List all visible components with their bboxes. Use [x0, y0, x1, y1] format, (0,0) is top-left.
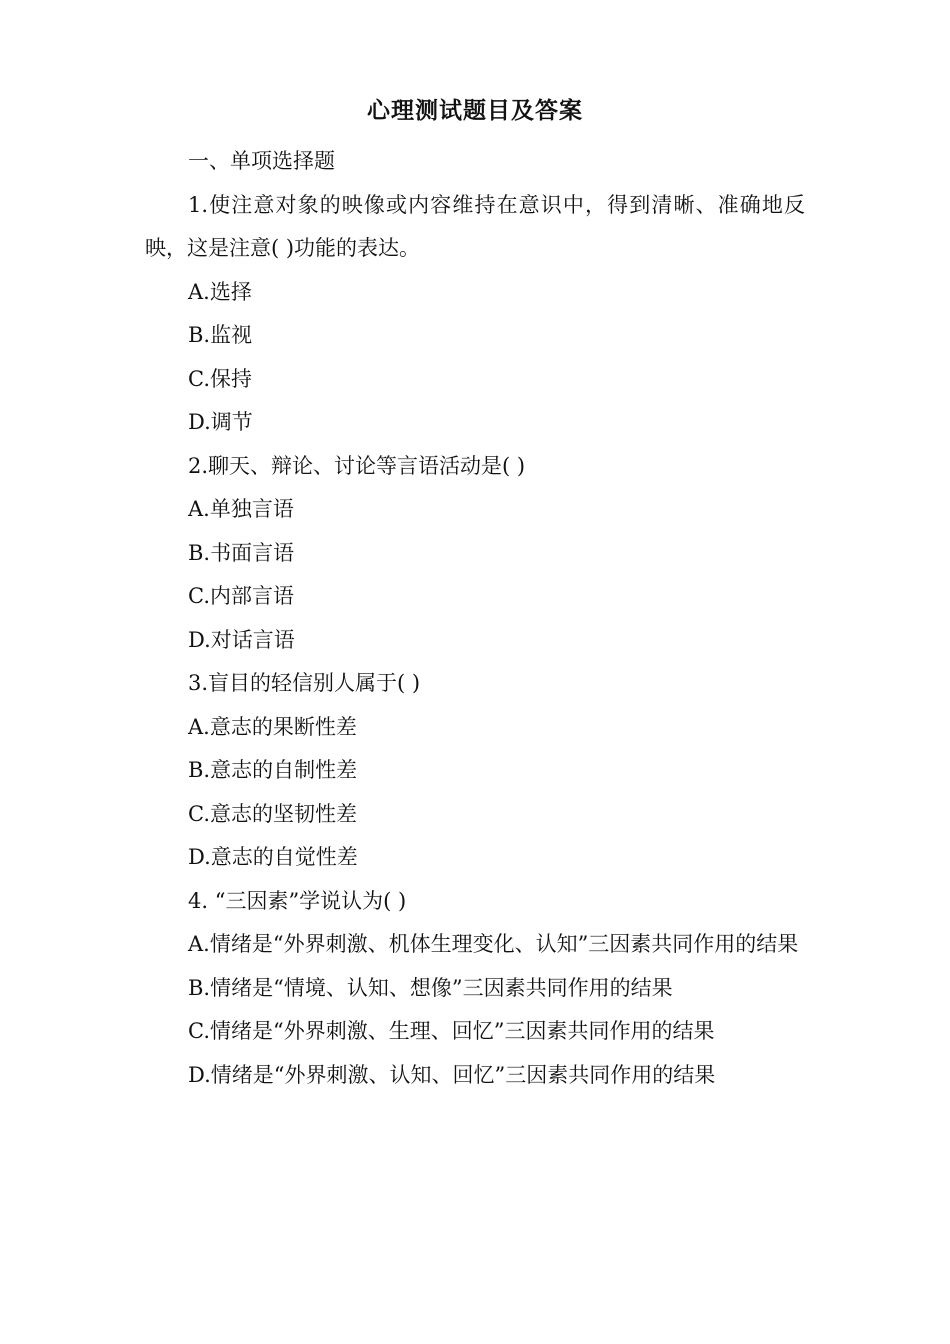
option-b: B.书面言语 [188, 540, 295, 565]
document-title: 心理测试题目及答案 [367, 97, 583, 124]
question-4 [145, 880, 805, 1098]
document-body [145, 140, 805, 1097]
option-b: B.情绪是“情境、认知、想像”三因素共同作用的结果 [188, 975, 673, 1000]
option-d: D.调节 [188, 410, 253, 434]
section-heading: 一、单项选择题 [188, 149, 335, 173]
question-stem: 4. “三因素”学说认为( ) [188, 888, 407, 913]
question-stem: 2.聊天、辩论、讨论等言语活动是( ) [188, 453, 526, 478]
option-b: B.监视 [188, 323, 253, 347]
option-a: A.情绪是“外界刺激、机体生理变化、认知”三因素共同作用的结果 [188, 932, 799, 956]
option-a: A.选择 [188, 279, 252, 304]
option-c: C.内部言语 [188, 584, 294, 608]
question-stem: 1.使注意对象的映像或内容维持在意识中，得到清晰、准确地反映，这是注意( )功能的表达。 [145, 192, 805, 260]
option-c: C.意志的坚韧性差 [188, 801, 357, 826]
option-c: C.保持 [188, 366, 252, 391]
option-d: D.情绪是“外界刺激、认知、回忆”三因素共同作用的结果 [188, 1062, 716, 1087]
option-a: A.单独言语 [188, 497, 294, 521]
question-3 [145, 662, 805, 880]
question-1 [145, 184, 805, 445]
question-2 [145, 445, 805, 663]
option-d: D.意志的自觉性差 [188, 845, 358, 869]
option-c: C.情绪是“外界刺激、生理、回忆”三因素共同作用的结果 [188, 1019, 715, 1043]
option-d: D.对话言语 [188, 627, 295, 652]
option-a: A.意志的果断性差 [188, 714, 357, 739]
option-b: B.意志的自制性差 [188, 758, 358, 782]
question-stem: 3.盲目的轻信别人属于( ) [188, 671, 421, 695]
